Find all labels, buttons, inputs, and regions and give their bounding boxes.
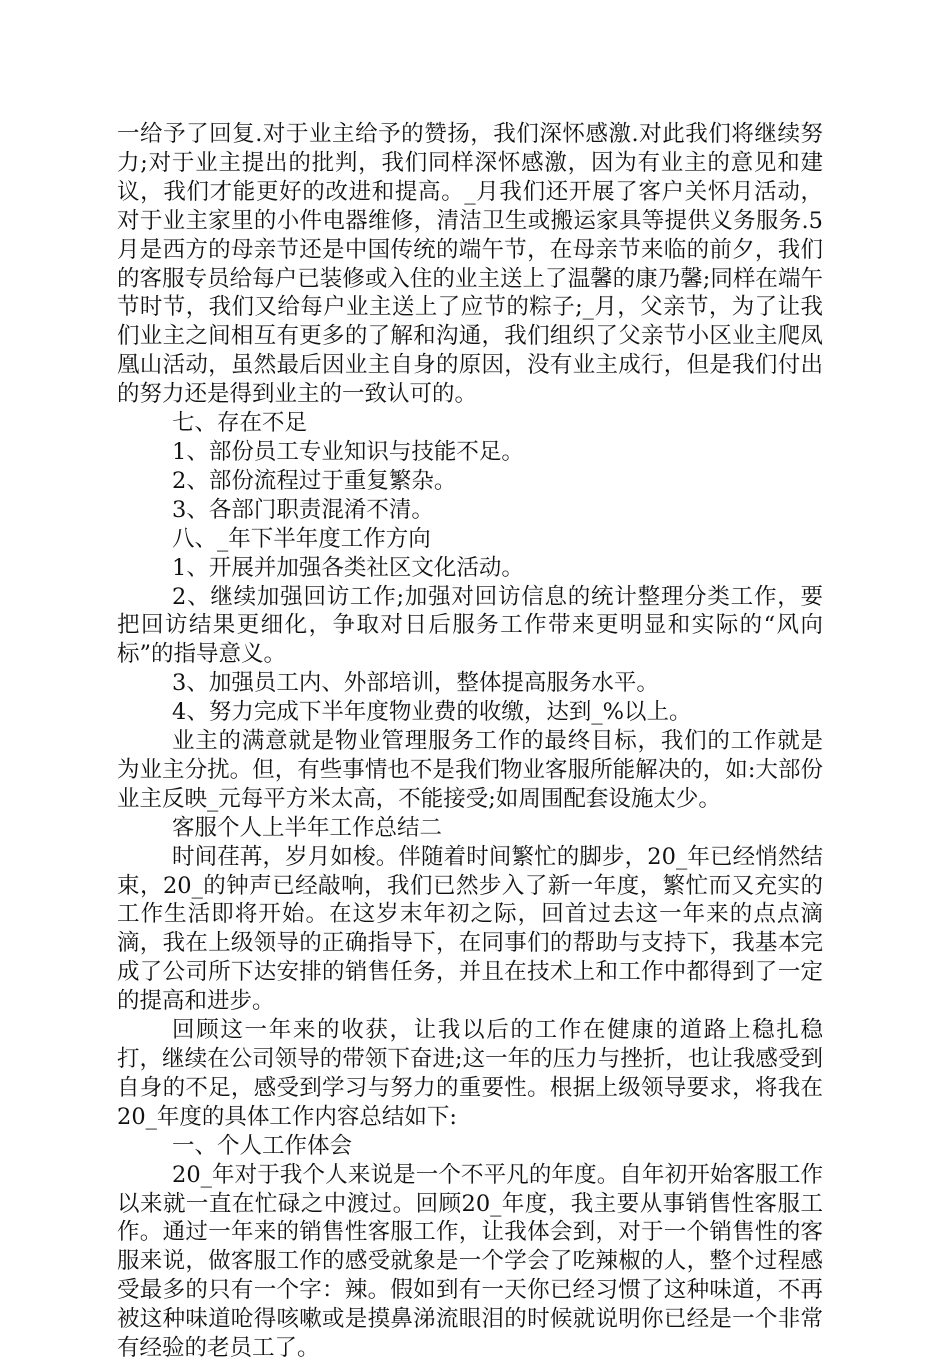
list-item: 3、加强员工内、外部培训，整体提高服务水平。	[172, 670, 659, 697]
list-item: 2、部份流程过于重复繁杂。	[172, 467, 457, 494]
list-item: 1、部份员工专业知识与技能不足。	[172, 438, 524, 465]
list-item: 1、开展并加强各类社区文化活动。	[172, 554, 524, 581]
list-item: 4、努力完成下半年度物业费的收缴，达到_%以上。	[172, 699, 692, 726]
list-item: 3、各部门职责混淆不清。	[172, 496, 434, 523]
heading-shortcomings: 七、存在不足	[172, 410, 308, 437]
heading-personal-experience: 一、个人工作体会	[172, 1132, 353, 1159]
paragraph: 时间荏苒，岁月如梭。伴随着时间繁忙的脚步，20_年已经悄然结束，20_的钟声已经敲响，我们已然步入了新一年度，繁忙而又充实的工作生活即将开始。在这岁末年初之际，回首过去这一年来的点点滴滴，我在上级领导的正确指导下，在同事们的帮助与支持下，我基本完成了公司所下达安排的销售任务，并且在技术上和工作中都得到了一定的提高和进步。	[117, 843, 823, 1015]
paragraph-intro: 一给予了回复.对于业主给予的赞扬，我们深怀感激.对此我们将继续努力;对于业主提出的批判，我们同样深怀感激，因为有业主的意见和建议，我们才能更好的改进和提高。_月我们还开展了客户关怀月活动，对于业主家里的小件电器维修，清洁卫生或搬运家具等提供义务服务.5月是西方的母亲节还是中国传统的端午节，在母亲节来临的前夕，我们的客服专员给每户已装修或入住的业主送上了温馨的康乃馨;同样在端午节时节，我们又给每户业主送上了应节的粽子;_月，父亲节，为了让我们业主之间相互有更多的了解和沟通，我们组织了父亲节小区业主爬凤凰山活动，虽然最后因业主自身的原因，没有业主成行，但是我们付出的努力还是得到业主的一致认可的。	[117, 121, 823, 408]
heading-work-direction: 八、_年下半年度工作方向	[172, 525, 431, 552]
paragraph: 20_年对于我个人来说是一个不平凡的年度。自年初开始客服工作以来就一直在忙碌之中渡过。回顾20_年度，我主要从事销售性客服工作。通过一年来的销售性客服工作，让我体会到，对于一个销售性的客服来说，做客服工作的感受就象是一个学会了吃辣椒的人，整个过程感受最多的只有一个字：辣。假如到有一天你已经习惯了这种味道，不再被这种味道呛得咳嗽或是摸鼻涕流眼泪的时候就说明你已经是一个非常有经验的老员工了。	[117, 1161, 823, 1362]
paragraph: 业主的满意就是物业管理服务工作的最终目标，我们的工作就是为业主分扰。但，有些事情也不是我们物业客服所能解决的，如:大部份业主反映_元每平方米太高，不能接受;如周围配套设施太少。	[117, 728, 823, 812]
list-item: 2、继续加强回访工作;加强对回访信息的统计整理分类工作，要把回访结果更细化，争取对日后服务工作带来更明显和实际的“风向标”的指导意义。	[117, 583, 823, 668]
paragraph: 回顾这一年来的收获，让我以后的工作在健康的道路上稳扎稳打，继续在公司领导的带领下奋进;这一年的压力与挫折，也让我感受到自身的不足，感受到学习与努力的重要性。根据上级领导要求，将我在20_年度的具体工作内容总结如下:	[117, 1017, 823, 1130]
section-title: 客服个人上半年工作总结二	[172, 814, 443, 841]
document-body	[117, 120, 823, 1363]
